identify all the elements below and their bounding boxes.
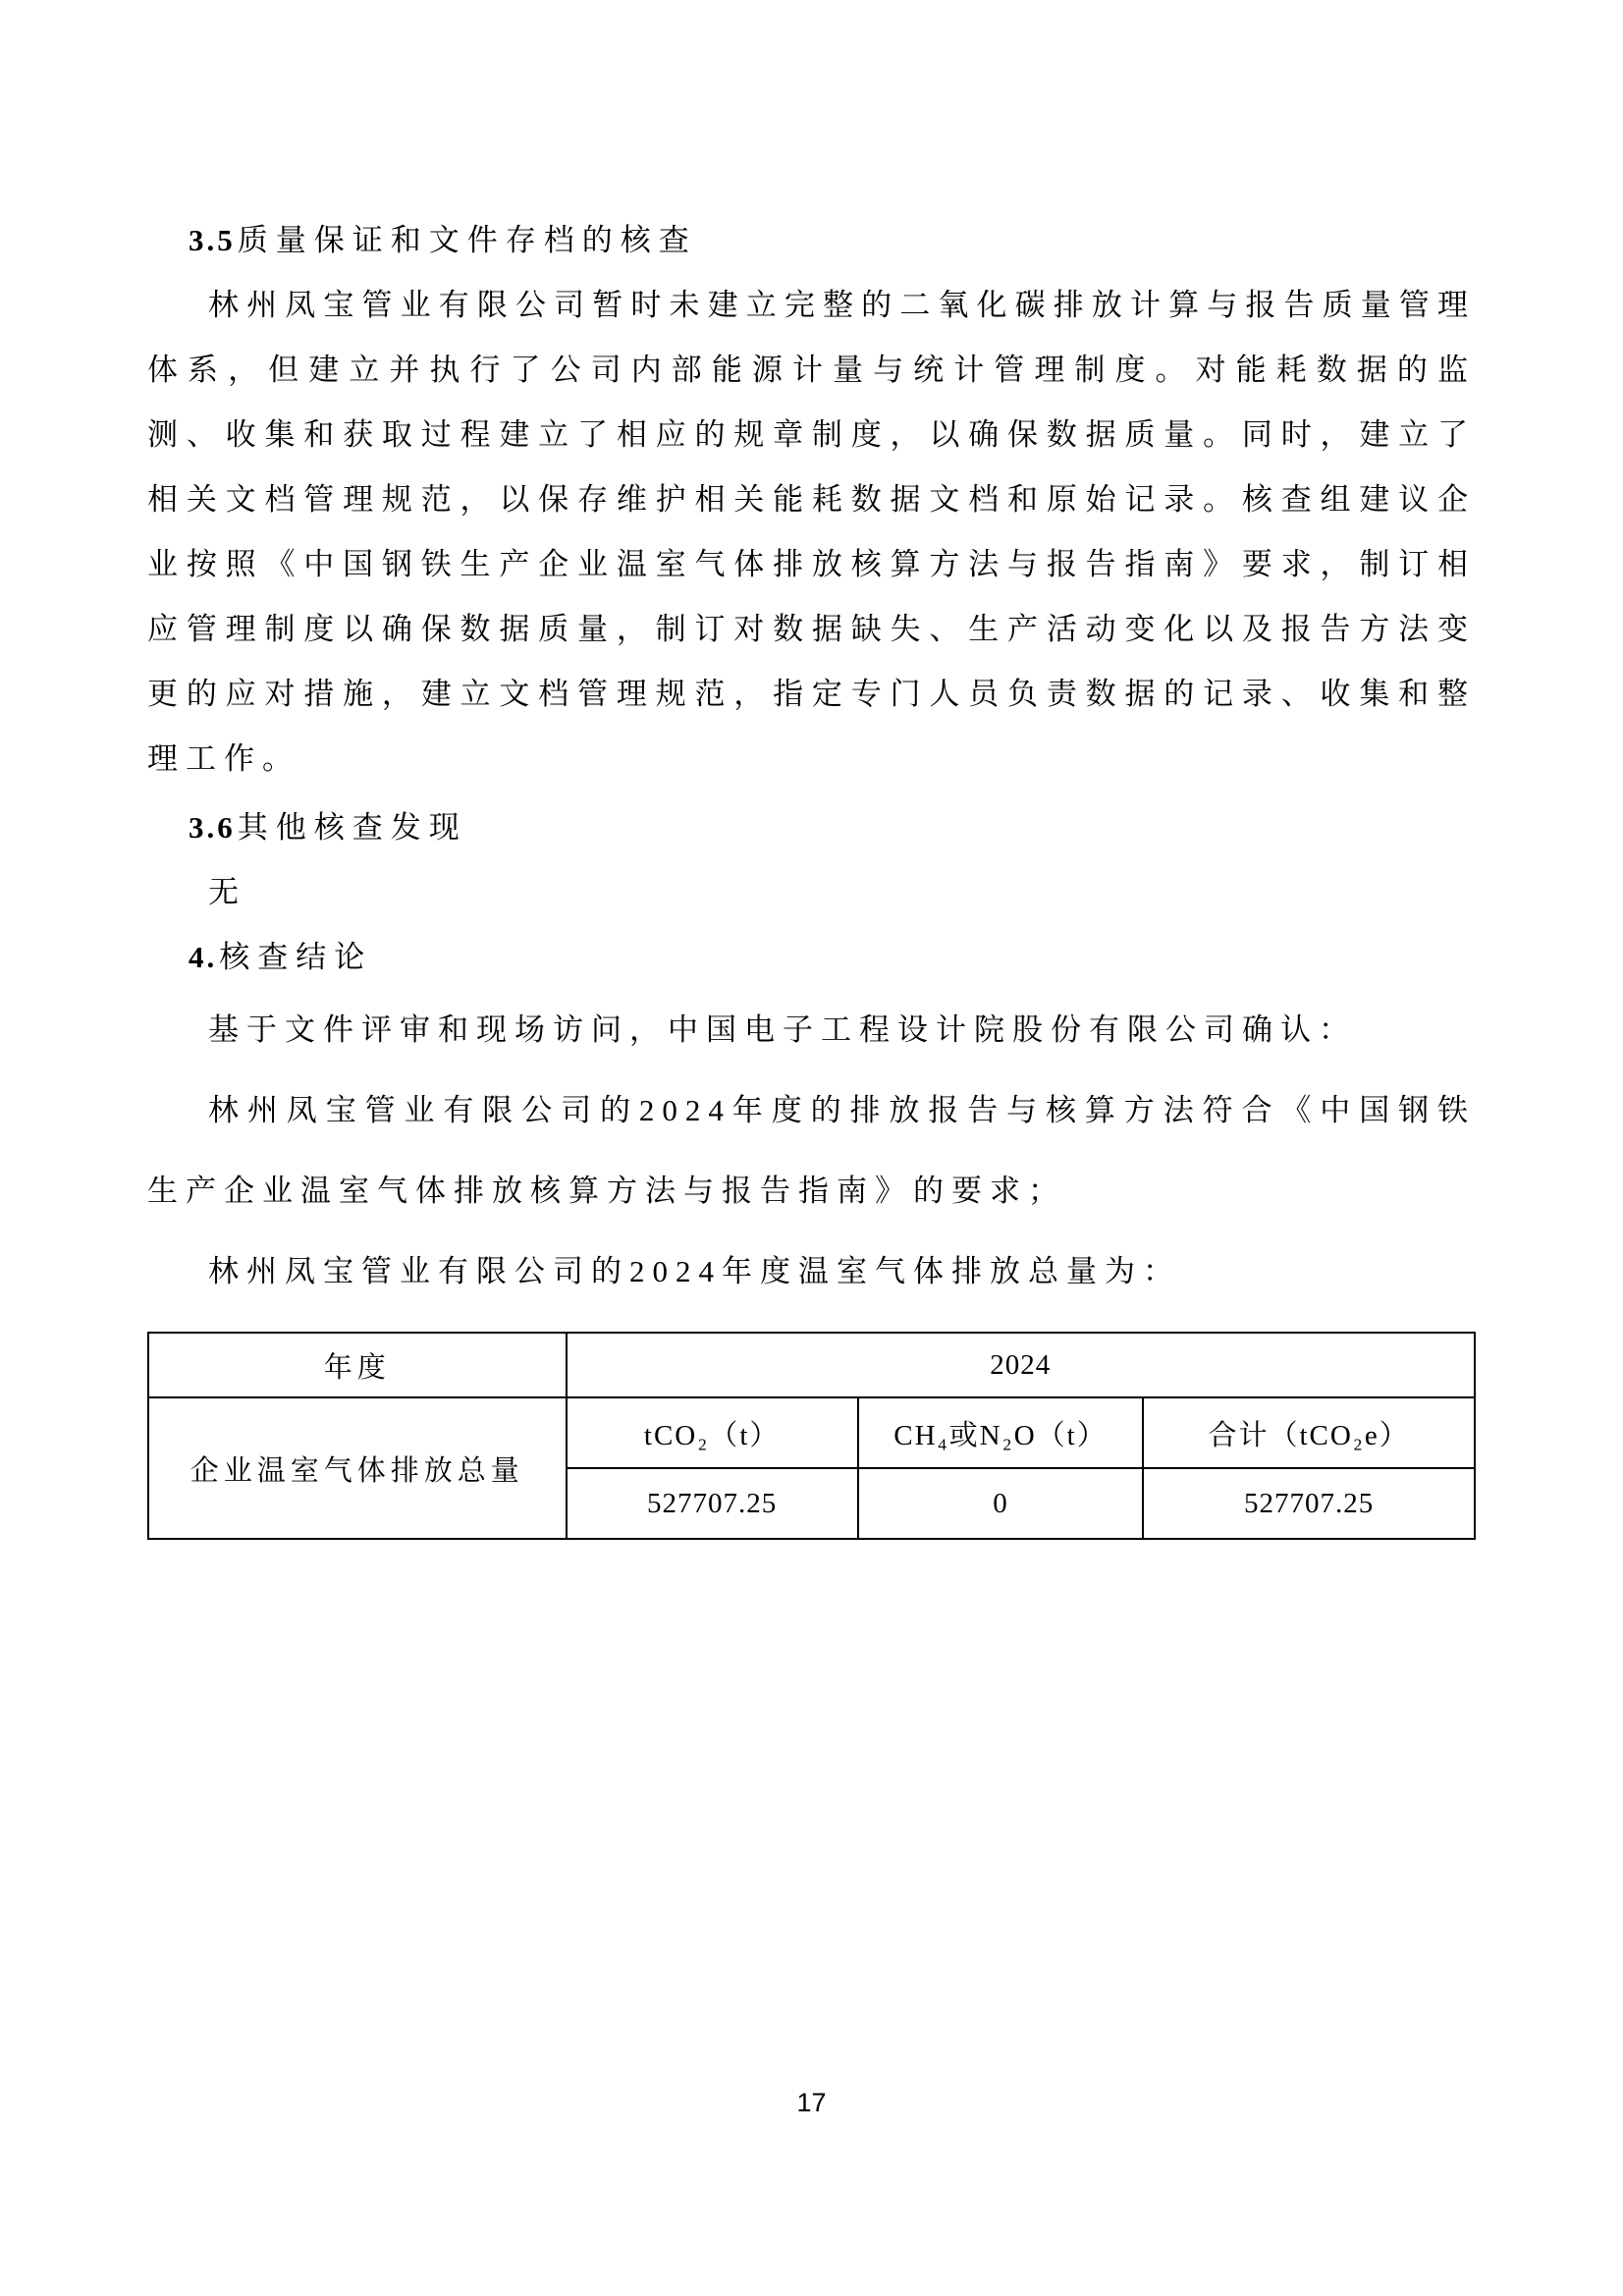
cell-header-ch4-n2o: CH₄或N₂O（t） bbox=[858, 1397, 1143, 1468]
emissions-summary-table bbox=[147, 1332, 1476, 1540]
cell-year-value: 2024 bbox=[567, 1333, 1475, 1397]
section-title: 核查结论 bbox=[219, 940, 373, 974]
table-row-headers bbox=[148, 1397, 1475, 1468]
cell-value-total-tco2e: 527707.25 bbox=[1143, 1468, 1475, 1539]
paragraph-conclusion-finding-2: 林州凤宝管业有限公司的2024年度温室气体排放总量为： bbox=[208, 1254, 1181, 1288]
cell-header-total-tco2e: 合计（tCO₂e） bbox=[1143, 1397, 1475, 1468]
section-title: 其他核查发现 bbox=[237, 810, 467, 845]
cell-total-emissions-label: 企业温室气体排放总量 bbox=[148, 1397, 567, 1539]
cell-header-tco2: tCO₂（t） bbox=[567, 1397, 858, 1468]
cell-year-label: 年度 bbox=[148, 1333, 567, 1397]
page-number: 17 bbox=[796, 2088, 827, 2117]
section-heading-3-5 bbox=[147, 208, 1476, 273]
section-heading-4 bbox=[147, 925, 1476, 990]
paragraph-quality-assurance: 林州凤宝管业有限公司暂时未建立完整的二氧化碳排放计算与报告质量管理体系，但建立并执行了公司内部能源计量与统计管理制度。对能耗数据的监测、收集和获取过程建立了相应的规章制度，以确保数据质量。同时，建立了相关文档管理规范，以保存维护相关能耗数据文档和原始记录。核查组建议企业按照《中国钢铁生产企业温室气体排放核算方法与报告指南》要求，制订相应管理制度以确保数据质量，制订对数据缺失、生产活动变化以及报告方法变更的应对措施，建立文档管理规范，指定专门人员负责数据的记录、收集和整理工作。 bbox=[147, 288, 1476, 776]
cell-value-ch4-n2o: 0 bbox=[858, 1468, 1143, 1539]
section-number: 3.6 bbox=[189, 810, 236, 845]
section-number: 4. bbox=[189, 940, 218, 974]
table-row-year bbox=[148, 1333, 1475, 1397]
paragraph-conclusion-finding-1: 林州凤宝管业有限公司的2024年度的排放报告与核算方法符合《中国钢铁生产企业温室气体排放核算方法与报告指南》的要求； bbox=[147, 1093, 1476, 1208]
paragraph-conclusion-intro: 基于文件评审和现场访问，中国电子工程设计院股份有限公司确认： bbox=[208, 1012, 1357, 1047]
section-title: 质量保证和文件存档的核查 bbox=[237, 223, 697, 257]
section-heading-3-6 bbox=[147, 795, 1476, 860]
cell-value-tco2: 527707.25 bbox=[567, 1468, 858, 1539]
section-number: 3.5 bbox=[189, 223, 236, 257]
paragraph-other-findings: 无 bbox=[208, 875, 246, 909]
